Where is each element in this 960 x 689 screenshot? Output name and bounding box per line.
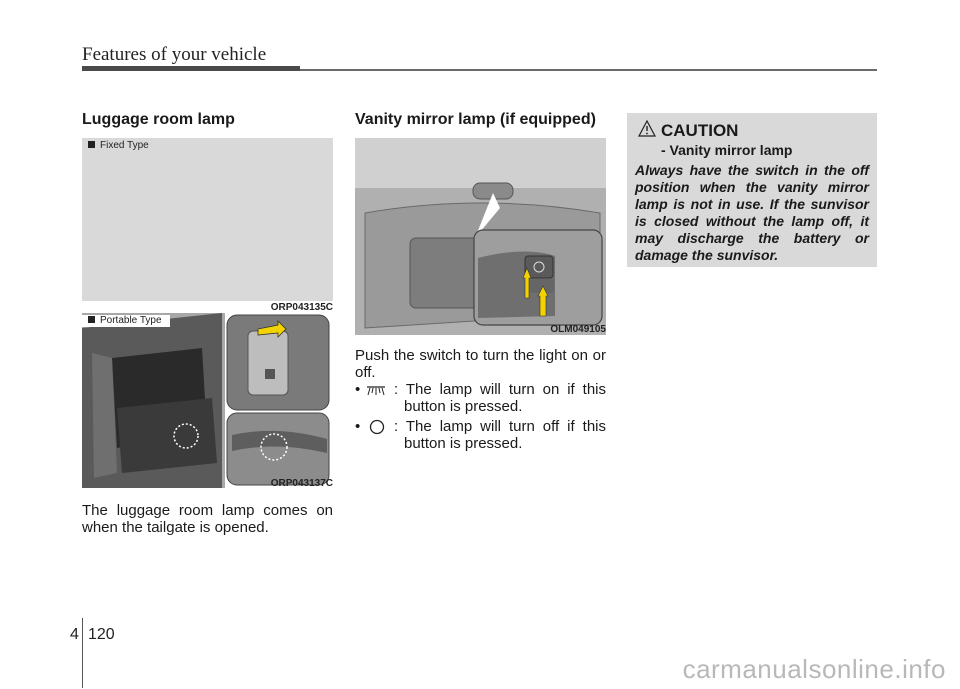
vanity-list-item: • : The lamp will turn on if this button is pressed. <box>355 381 606 415</box>
warning-triangle-icon <box>638 120 656 137</box>
bullet-dot: • <box>355 381 361 398</box>
fixed-type-tag: Fixed Type <box>88 140 149 151</box>
caution-subtitle: - Vanity mirror lamp <box>661 142 793 158</box>
header-rule-thin <box>300 69 877 71</box>
vanity-heading: Vanity mirror lamp (if equipped) <box>355 111 596 128</box>
lamp-off-icon <box>369 419 385 435</box>
portable-type-image <box>82 313 333 488</box>
caution-body: Always have the switch in the off position when the vanity mirror lamp is not in use. If the sunvisor is closed without the lamp off, it may discharge the battery or damage the sunvisor. <box>635 162 869 263</box>
watermark-text: carmanualsonline.info <box>682 654 946 684</box>
vanity-image <box>355 138 606 335</box>
section-number: 4 <box>70 626 79 643</box>
page-header-title: Features of your vehicle <box>82 44 267 65</box>
caution-title: CAUTION <box>661 121 739 140</box>
square-bullet-icon <box>88 316 95 323</box>
portable-type-tag: Portable Type <box>82 315 170 327</box>
page-number: 120 <box>88 626 115 643</box>
portable-image-code: ORP043137C <box>270 478 333 489</box>
square-bullet-icon <box>88 141 95 148</box>
vanity-list-item: • : The lamp will turn off if this button is pressed. <box>355 418 606 452</box>
vanity-mirror-illustration <box>355 138 606 335</box>
vanity-intro-text: Push the switch to turn the light on or off. <box>355 347 606 381</box>
header-rule-thick <box>82 66 300 71</box>
bullet-dot: • <box>355 418 361 435</box>
fixed-image-code: ORP043135C <box>270 302 333 313</box>
caution-box <box>627 113 877 267</box>
fixed-type-image <box>82 138 333 301</box>
luggage-heading: Luggage room lamp <box>82 111 235 128</box>
luggage-body-text: The luggage room lamp comes on when the tailgate is opened. <box>82 502 333 536</box>
cargo-area-illustration <box>82 313 333 488</box>
footer-rule <box>82 618 83 688</box>
lamp-on-icon <box>366 384 386 396</box>
vanity-image-code: OLM049105 <box>550 324 606 335</box>
